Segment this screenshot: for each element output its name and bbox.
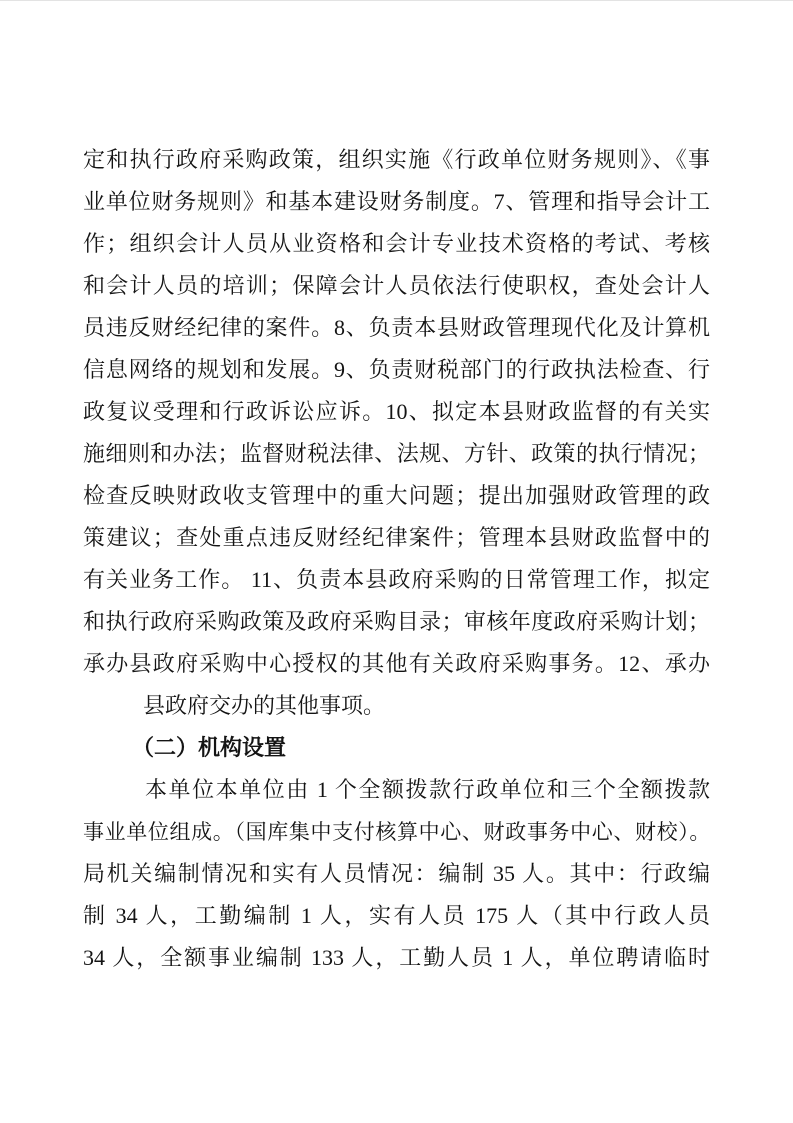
text-line: 信息网络的规划和发展。9、负责财税部门的行政执法检查、行 [83, 357, 710, 382]
text-line: 局机关编制情况和实有人员情况：编制 35 人。其中：行政编 [83, 861, 710, 886]
text-block [83, 139, 710, 979]
text-line: 政复议受理和行政诉讼应诉。10、拟定本县财政监督的有关实 [83, 399, 710, 424]
text-line: 作；组织会计人员从业资格和会计专业技术资格的考试、考核 [83, 231, 710, 256]
text-line: 制 34 人，工勤编制 1 人，实有人员 175 人（其中行政人员 [83, 903, 710, 928]
text-line: 34 人，全额事业编制 133 人，工勤人员 1 人，单位聘请临时 [83, 945, 710, 970]
text-line: 施细则和办法；监督财税法律、法规、方针、政策的执行情况； [83, 441, 710, 466]
text-line: 业单位财务规则》和基本建设财务制度。7、管理和指导会计工 [83, 189, 710, 214]
text-line: 策建议；查处重点违反财经纪律案件；管理本县财政监督中的 [83, 525, 710, 550]
text-line: 员违反财经纪律的案件。8、负责本县财政管理现代化及计算机 [83, 315, 710, 340]
text-line: 和会计人员的培训；保障会计人员依法行使职权，查处会计人 [83, 273, 710, 298]
text-line: 本单位本单位由 1 个全额拨款行政单位和三个全额拨款 [145, 777, 710, 802]
text-line: 检查反映财政收支管理中的重大问题；提出加强财政管理的政 [83, 483, 710, 508]
paragraph-duties [83, 139, 710, 727]
text-line: 有关业务工作。 11、负责本县政府采购的日常管理工作，拟定 [83, 567, 710, 592]
text-line: 和执行政府采购政策及政府采购目录；审核年度政府采购计划； [83, 609, 710, 634]
paragraph-org-setup [83, 769, 710, 979]
text-line: 事业单位组成。（国库集中支付核算中心、财政事务中心、财校）。 [83, 820, 710, 844]
text-line: 定和执行政府采购政策，组织实施《行政单位财务规则》、《事 [83, 147, 710, 172]
text-line: 县政府交办的其他事项。 [143, 693, 386, 718]
text-line: 承办县政府采购中心授权的其他有关政府采购事务。12、承办 [83, 651, 710, 676]
section-heading: （二）机构设置 [132, 735, 287, 760]
